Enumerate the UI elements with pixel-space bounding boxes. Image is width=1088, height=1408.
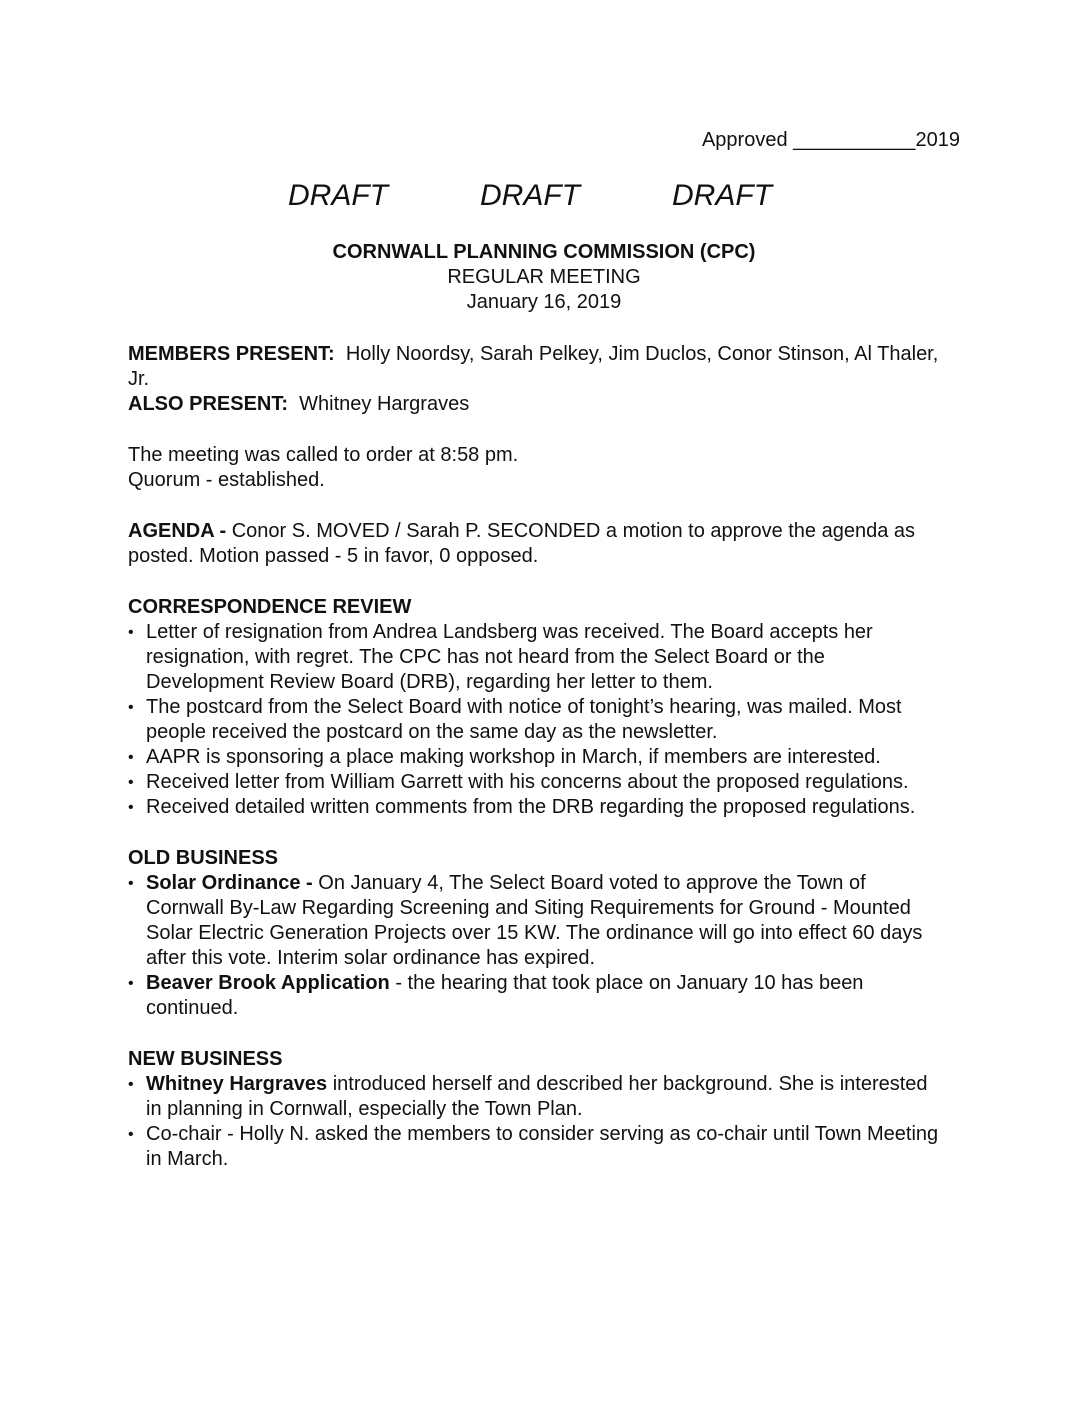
item-text: - the hearing that took place on January 10 has been continued.: [146, 972, 864, 1019]
also-list: Whitney Hargraves: [299, 393, 470, 415]
document-heading: [0, 240, 1088, 315]
approved-label: Approved: [701, 129, 788, 151]
also-present: [128, 392, 948, 417]
list-item: • Received letter from William Garrett with his concerns about the proposed regulations.: [128, 770, 948, 795]
new-business-title: NEW BUSINESS: [128, 1048, 283, 1070]
org-title: CORNWALL PLANNING COMMISSION (CPC): [332, 241, 756, 263]
members-list: Holly Noordsy, Sarah Pelkey, Jim Duclos, Conor Stinson, Al Thaler, Jr.: [128, 343, 939, 390]
old-business-list: [128, 871, 948, 1021]
members-present: [128, 342, 948, 392]
draft-label: DRAFT: [480, 179, 580, 212]
draft-label: DRAFT: [672, 179, 772, 212]
approved-blank: ___________: [793, 129, 916, 151]
correspondence-list: [128, 620, 948, 820]
correspondence-title: CORRESPONDENCE REVIEW: [128, 596, 412, 618]
members-label: MEMBERS PRESENT:: [128, 343, 335, 365]
item-bold: Whitney Hargraves: [146, 1073, 328, 1095]
item-text: On January 4, The Select Board voted to approve the Town of Cornwall By-Law Regarding Screening and Siting Requirements for Ground - Mounted Solar Electric Generation Projects over 15 KW. The ordinance will go into effect 60 days after this vote. Interim solar ordinance has expired.: [146, 872, 923, 969]
draft-label: DRAFT: [288, 179, 388, 212]
list-item: [128, 1072, 948, 1122]
list-item: • The postcard from the Select Board with notice of tonight’s hearing, was mailed. Most people received the postcard on the same day as the newsletter.: [128, 695, 948, 745]
old-business-title: OLD BUSINESS: [128, 847, 279, 869]
list-item: [128, 1122, 948, 1172]
meeting-type: REGULAR MEETING: [447, 266, 641, 288]
quorum: Quorum - established.: [128, 469, 325, 491]
approved-year: 2019: [915, 129, 960, 151]
minutes-body: [128, 342, 948, 1172]
agenda-paragraph: [128, 519, 948, 569]
agenda-label: AGENDA -: [128, 520, 227, 542]
item-bold: Solar Ordinance -: [146, 872, 313, 894]
meeting-date: January 16, 2019: [466, 291, 622, 313]
list-item: [128, 971, 948, 1021]
item-text: introduced herself and described her background. She is interested in planning in Cornwall, especially the Town Plan.: [146, 1073, 928, 1120]
list-item: • Received detailed written comments from the DRB regarding the proposed regulations.: [128, 795, 948, 820]
call-to-order: The meeting was called to order at 8:58 pm.: [128, 444, 519, 466]
list-item: [128, 871, 948, 971]
item-text: Co-chair - Holly N. asked the members to consider serving as co-chair until Town Meeting in March.: [146, 1123, 939, 1170]
agenda-text: Conor S. MOVED / Sarah P. SECONDED a motion to approve the agenda as posted. Motion passed - 5 in favor, 0 opposed.: [128, 520, 916, 567]
item-bold: Beaver Brook Application: [146, 972, 390, 994]
list-item: • AAPR is sponsoring a place making workshop in March, if members are interested.: [128, 745, 948, 770]
approval-line: [702, 128, 960, 153]
list-item: • Letter of resignation from Andrea Landsberg was received. The Board accepts her resignation, with regret. The CPC has not heard from the Select Board or the Development Review Board (DRB), regarding her letter to them.: [128, 620, 948, 695]
also-label: ALSO PRESENT:: [128, 393, 289, 415]
new-business-list: [128, 1072, 948, 1172]
draft-watermark-row: [0, 178, 1088, 214]
